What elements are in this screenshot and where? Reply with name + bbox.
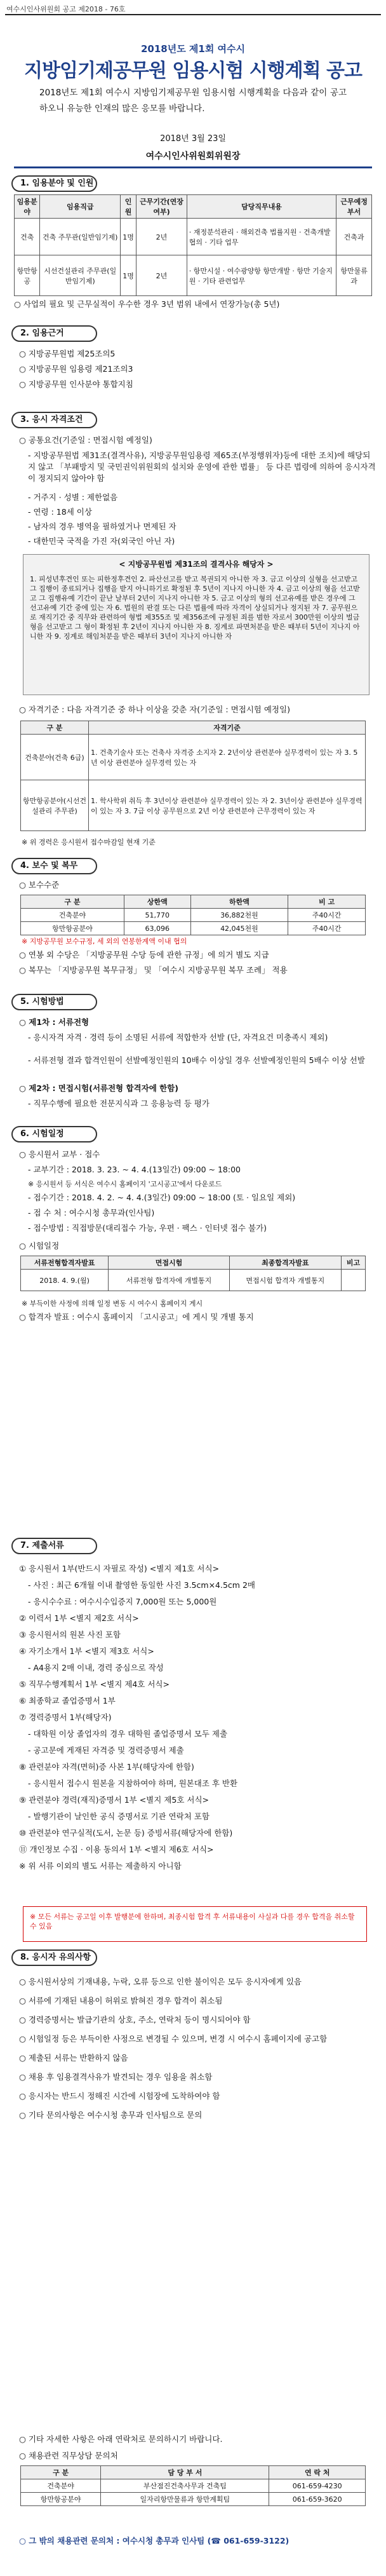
list-item: - 응시수수료 : 여수시수입증지 7,000원 또는 5,000원: [28, 1597, 217, 1606]
table-header: 면접시험: [109, 1256, 230, 1270]
table-header: 서류전형합격자발표: [21, 1256, 109, 1270]
list-item: ① 응시원서 1부(반드시 자필로 작성) <별지 제1호 서식>: [19, 1564, 220, 1573]
paragraph: - 교부기간 : 2018. 3. 23. ~ 4. 4.(13일간) 09:00 ~ 18:00: [28, 1165, 241, 1174]
list-item: ④ 자기소개서 1부 <별지 제3호 서식>: [19, 1646, 154, 1656]
qualification-table: [20, 721, 366, 831]
disqualification-box: [23, 554, 369, 695]
table-cell: 1명: [120, 219, 136, 255]
sub-heading: ○ 보수수준: [19, 880, 60, 890]
list-item: ⑩ 관련분야 연구실적(도서, 논문 등) 증빙서류(해당자에 한함): [19, 1828, 233, 1838]
notice-date: 2018년 3월 23일: [160, 134, 226, 144]
contact-subheading: ○ 채용관련 직무상담 문의처: [19, 2451, 118, 2460]
box-title: < 지방공무원법 제31조의 결격사유 해당자 >: [119, 560, 274, 569]
table-header: 비 고: [288, 895, 366, 909]
table-cell: 주40시간: [288, 909, 366, 922]
table-header: 근무예정부서: [336, 195, 372, 219]
table-header: 구 분: [21, 721, 89, 735]
table-cell: 면접시험 합격자 개별통지: [229, 1270, 341, 1291]
list-item: ○ 지방공무원법 제25조의5: [19, 349, 116, 358]
table-header: 담당직무내용: [187, 195, 336, 219]
table-cell: 건축 주무관(일반임기제): [40, 219, 120, 255]
paragraph: ※ 응시원서 등 서식은 여수시 홈페이지 '고시공고'에서 다운로드: [28, 1180, 222, 1188]
notice-number: 여수시인사위원회 공고 제2018 - 76호: [6, 5, 126, 13]
qualification-note: ※ 위 경력은 응시원서 접수마감일 현재 기준: [22, 838, 156, 846]
table-cell: 1. 건축기술사 또는 건축사 자격증 소지자 2. 2년이상 관련분야 실무경력이 있는 자 3. 5년 이상 관련분야 실무경력 있는 자: [89, 735, 366, 780]
table-cell: 1명: [120, 255, 136, 296]
list-item: ⑪ 개인정보 수집 · 이용 동의서 1부 <별지 제6호 서식>: [19, 1845, 214, 1854]
table-cell: 36,882천원: [190, 909, 288, 922]
table-cell: 건축과: [336, 219, 372, 255]
table-header: 상한액: [124, 895, 190, 909]
schedule-table: [20, 1256, 366, 1291]
intro-paragraph: 2018년도 제1회 여수시 지방임기제공무원 임용시험 시행계획을 다음과 같이 공고하오니 유능한 인재의 많은 응모를 바랍니다.: [39, 88, 347, 114]
list-item: ○ 서류에 기재된 내용이 허위로 밝혀진 경우 합격이 취소됨: [19, 1996, 223, 2005]
list-item: ○ 제출된 서류는 반환하지 않음: [19, 2053, 128, 2063]
table-cell: [341, 1270, 365, 1291]
table-cell: 2년: [136, 219, 187, 255]
page-title: 지방임기제공무원 임용시험 시행계획 공고: [24, 60, 362, 82]
recruit-note: ○ 사업의 필요 및 근무실적이 우수한 경우 3년 범위 내에서 연장가능(총 5년): [14, 299, 280, 309]
list-item: ○ 지방공무원 임용령 제21조의3: [19, 364, 133, 374]
table-header: 임용분야: [15, 195, 40, 219]
table-header: 인원: [120, 195, 136, 219]
paragraph: - 응시자격 자격 · 경력 등이 소명된 서류에 적합한자 선발 (단, 자격요건 미충족시 제외): [28, 1033, 328, 1042]
documents-list: [19, 1561, 372, 1874]
table-cell: 63,096: [124, 922, 190, 935]
list-item: ⑨ 관련분야 경력(재직)증명서 1부 <별지 제5호 서식>: [19, 1795, 210, 1805]
section-title: 8. 응시자 유의사항: [11, 1949, 97, 1966]
paragraph: - 직무수행에 필요한 전문지식과 그 응용능력 등 평가: [28, 1099, 210, 1108]
table-header: 자격기준: [89, 721, 366, 735]
list-item: ○ 채용 후 임용결격사유가 발견되는 경우 임용을 취소함: [19, 2072, 213, 2082]
issuing-org: 여수시인사위원회위원장: [145, 151, 241, 161]
list-item: ⑤ 직무수행계획서 1부 <별지 제4호 서식>: [19, 1679, 170, 1689]
documents-warning-box: [23, 1906, 367, 1942]
table-header: 연 락 처: [269, 2466, 366, 2479]
paragraph: - 접 수 처 : 여수시청 총무과(인사팀): [28, 1208, 155, 1217]
contact-footer: ○ 그 밖의 채용관련 문의처 : 여수시청 총무과 인사팀 (☎ 061-659-3122): [19, 2536, 290, 2545]
list-item: - 사진 : 최근 6개월 이내 촬영한 동일한 사진 3.5cm×4.5cm 2매: [28, 1580, 255, 1590]
table-header: 임용직급: [40, 195, 120, 219]
contact-intro: ○ 기타 자세한 사항은 아래 연락처로 문의하시기 바랍니다.: [19, 2434, 223, 2444]
table-cell: 항만물류과: [336, 255, 372, 296]
list-item: - 대학원 이상 졸업자의 경우 대학원 졸업증명서 모두 제출: [28, 1729, 228, 1739]
table-cell: 061-659-4230: [269, 2479, 366, 2493]
table-header: 구 분: [21, 2466, 101, 2479]
paragraph: - 서류전형 결과 합격인원이 선발예정인원의 10배수 이상일 경우 선발예정인원의 5배수 이상 선발: [28, 1055, 365, 1065]
table-cell: 주40시간: [288, 922, 366, 935]
paragraph: - 접수기간 : 2018. 4. 2. ~ 4. 4.(3일간) 09:00 ~ 18:00 (토 · 일요일 제외): [28, 1193, 296, 1202]
table-cell: · 항만시설 · 여수광양항 항만개발 · 항만 기술지원 · 기타 관련업무: [187, 255, 336, 296]
list-item: ○ 기타 문의사항은 여수시청 총무과 인사팀으로 문의: [19, 2110, 203, 2120]
salary-table: [20, 895, 366, 935]
list-item: - 공고문에 게재된 자격증 및 경력증명서 제출: [28, 1746, 184, 1755]
sub-heading: ○ 공통요건(기준일 : 면접시험 예정일): [19, 435, 152, 445]
sub-heading: ○ 자격기준 : 다음 자격기준 중 하나 이상을 갖춘 자(기준일 : 면접시험 예정일): [19, 705, 290, 714]
paragraph: - 대한민국 국적을 가진 자(외국인 아닌 자): [28, 536, 175, 546]
section-title: 7. 제출서류: [11, 1538, 97, 1554]
schedule-note: ※ 부득이한 사정에 의해 일정 변동 시 여수시 홈페이지 게시: [22, 1299, 203, 1308]
table-header: 담 당 부 서: [101, 2466, 269, 2479]
list-item: ○ 응시원서상의 기재내용, 누락, 오류 등으로 인한 불이익은 모두 응시자에게 있음: [19, 1977, 302, 1986]
list-item: ② 이력서 1부 <별지 제2호 서식>: [19, 1613, 139, 1623]
title-line-1: 2018년도 제1회 여수시: [140, 43, 246, 55]
table-cell: 42,045천원: [190, 922, 288, 935]
section-title: 3. 응시 자격조건: [11, 412, 97, 428]
list-item: ※ 위 서류 이외의 별도 서류는 제출하지 아니함: [19, 1861, 182, 1871]
table-cell: 1. 학사학위 취득 후 3년이상 관련분야 실무경력이 있는 자 2. 3년이상 관련분야 실무경력이 있는 자 3. 7급 이상 공무원으로 2년 이상 관련분야 근무경력이 있는 자: [89, 780, 366, 831]
list-item: ○ 시험일정: [19, 1241, 60, 1251]
table-cell: 2018. 4. 9.(월): [21, 1270, 109, 1291]
section-title: 2. 임용근거: [11, 325, 97, 342]
paragraph: - 접수방법 : 직접방문(대리접수 가능, 우편 · 팩스 · 인터넷 접수 불가): [28, 1223, 267, 1233]
list-item: - 응시원서 접수시 원본을 지참하여야 하며, 원본대조 후 반환: [28, 1779, 238, 1788]
paragraph: ○ 복무는 「지방공무원 복무규정」 및 「여수시 지방공무원 복무 조례」 적용: [19, 965, 288, 975]
table-cell: 건축분야(건축 6급): [21, 735, 89, 780]
section-title: 4. 보수 및 복무: [11, 858, 97, 874]
paragraph: - 지방공무원법 제31조(결격사유), 지방공무원임용령 제65조(부정행위자)등에 대한 조치)에 해당되지 않고 「부패방지 및 국민권익위원회의 설치와 운영에 관한 법률」 등 다른 법령에 의하여 응시자격이 정지되지 않아야 함: [28, 451, 376, 483]
warning-text: ※ 모든 서류는 공고일 이후 발행분에 한하며, 최종시험 합격 후 서류내용이 사실과 다를 경우 합격을 취소할 수 있음: [30, 1913, 355, 1930]
table-cell: 061-659-3620: [269, 2493, 366, 2506]
list-item: ⑧ 관련분야 자격(면허)증 사본 1부(해당자에 한함): [19, 1762, 194, 1772]
table-cell: 항만항공분야: [21, 2493, 101, 2506]
table-cell: 2년: [136, 255, 187, 296]
table-cell: 건축분야: [21, 909, 124, 922]
table-header: 근무기간(연장여부): [136, 195, 187, 219]
paragraph: ○ 연봉 외 수당은 「지방공무원 수당 등에 관한 규정」에 의거 별도 지급: [19, 950, 269, 959]
list-item: ○ 지방공무원 인사분야 통합지침: [19, 379, 133, 389]
table-header: 비고: [341, 1256, 365, 1270]
list-item: ③ 응시원서의 원본 사진 포함: [19, 1630, 121, 1639]
list-item: ⑦ 경력증명서 1부(해당자): [19, 1712, 112, 1722]
paragraph: - 거주지 · 성별 : 제한없음: [28, 492, 118, 502]
contact-table: [20, 2465, 366, 2506]
table-header: 하한액: [190, 895, 288, 909]
table-cell: 항만항공: [15, 255, 40, 296]
section-title: 6. 시험일정: [11, 1126, 97, 1142]
table-header: 구 분: [21, 895, 124, 909]
table-cell: 항만항공분야: [21, 922, 124, 935]
table-cell: 건축: [15, 219, 40, 255]
paragraph: - 연령 : 18세 이상: [28, 507, 92, 517]
list-item: ○ 시험일정 등은 부득이한 사정으로 변경될 수 있으며, 변경 시 여수시 홈페이지에 공고함: [19, 2034, 328, 2044]
list-item: - 발행기관이 날인한 공식 증명서로 기관 연락처 포함: [28, 1812, 210, 1821]
section-divider: [14, 166, 372, 168]
table-cell: 부산점진건축사무과 건축팀: [101, 2479, 269, 2493]
table-cell: 건축분야: [21, 2479, 101, 2493]
list-item: ○ 응시자는 반드시 정해진 시간에 시험장에 도착하여야 함: [19, 2091, 220, 2101]
box-text: 1. 피성년후견인 또는 피한정후견인 2. 파산선고를 받고 복권되지 아니한 자 3. 금고 이상의 실형을 선고받고 그 집행이 종료되거나 집행을 받지 아니하기로 확정된 후 5년이 지나지 아니한 자 4. 금고 이상의 형을 선고받고 그 집행유예 기간이 끝난 날부터 2년이 지나지 아니한 자 5. 금고 이상의 형의 선고유예를 받은 경우에 그 선고유예 기간 중에 있는 자 6. 법원의 판결 또는 다른 법률에 따라 자격이 상실되거나 정지된 자 7. 공무원으로 재직기간 중 직무와 관련하여 형법 제355조 및 제356조에 규정된 죄를 범한 자로서 300만원 이상의 벌금형을 선고받고 그 형이 확정된 후 2년이 지나지 아니한 자 8. 징계로 파면처분을 받은 때부터 5년이 지나지 아니한 자 9. 징계로 해임처분을 받은 때부터 3년이 지나지 아니한 자: [30, 575, 360, 641]
table-cell: 51,770: [124, 909, 190, 922]
table-header: 최종합격자발표: [229, 1256, 341, 1270]
list-item: - A4용지 2매 이내, 경력 중심으로 작성: [28, 1663, 164, 1672]
table-cell: 서류전형 합격자에 개별통지: [109, 1270, 230, 1291]
table-cell: 시선건설관리 주무관(일반임기제): [40, 255, 120, 296]
paragraph: - 남자의 경우 병역을 필하였거나 면제된 자: [28, 522, 176, 531]
salary-note: ※ 지방공무원 보수규정, 세 외의 연봉한계액 이내 협의: [22, 937, 187, 946]
top-divider: [5, 14, 381, 15]
list-item: ⑥ 최종학교 졸업증명서 1부: [19, 1696, 116, 1705]
precautions-list: [19, 1972, 372, 2125]
paragraph: ○ 합격자 발표 : 여수시 홈페이지 「고시공고」에 게시 및 개별 통지: [19, 1312, 254, 1322]
list-item: ○ 응시원서 교부 · 접수: [19, 1149, 100, 1159]
section-title: 5. 시험방법: [11, 994, 97, 1010]
list-item: ○ 경력증명서는 발급기관의 상호, 주소, 연락처 등이 명시되어야 함: [19, 2015, 251, 2024]
recruit-table: [14, 194, 372, 296]
table-cell: 일자리항만물류과 항만계획팀: [101, 2493, 269, 2506]
table-cell: · 재정분석관리 · 해외건축 법률지원 · 건축개발 협의 · 기타 업무: [187, 219, 336, 255]
list-item: ○ 제1차 : 서류전형: [19, 1017, 90, 1027]
table-cell: 항만항공분야(시선건설관리 주무관): [21, 780, 89, 831]
section-title: 1. 임용분야 및 인원: [11, 175, 97, 192]
list-item: ○ 제2차 : 면접시험(서류전형 합격자에 한함): [19, 1083, 178, 1093]
